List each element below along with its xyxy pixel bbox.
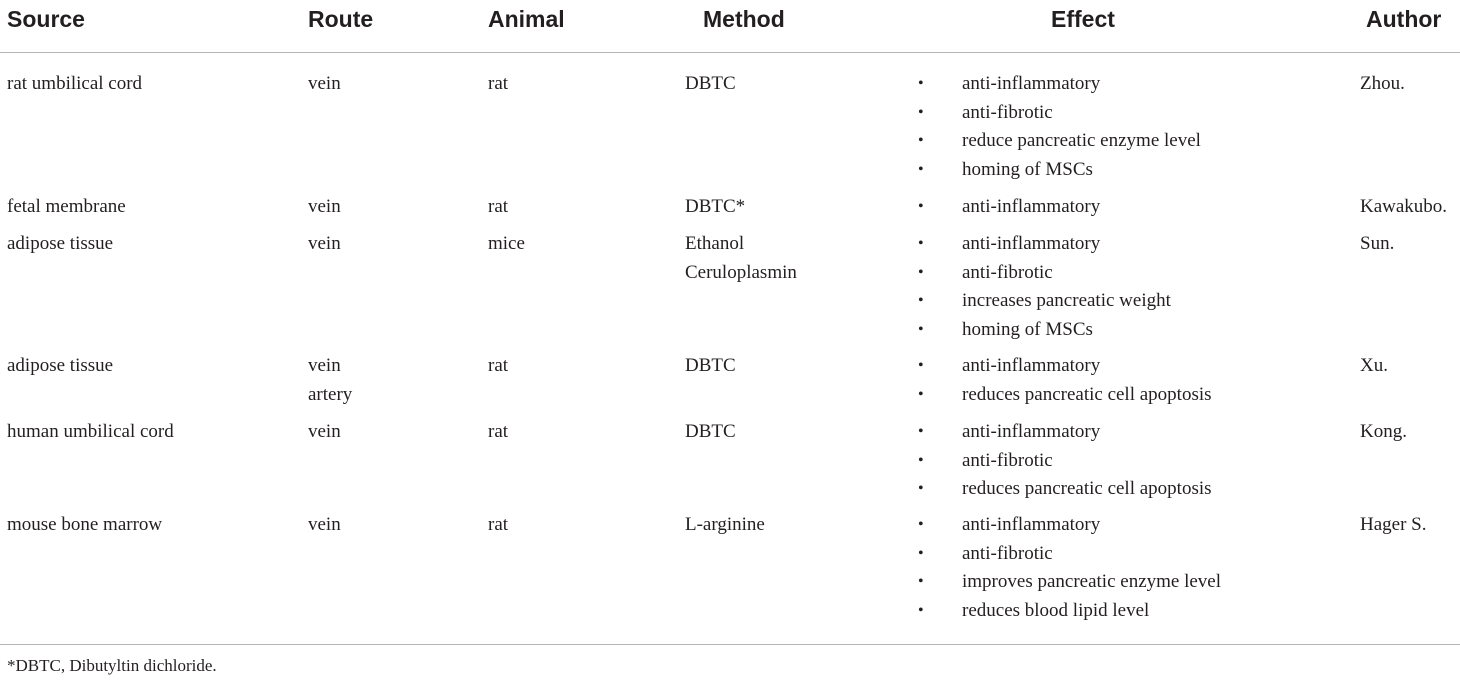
route-cell-line: vein <box>308 73 341 94</box>
route-cell-line: vein <box>308 233 341 254</box>
effect-item: anti-inflammatory <box>962 233 1101 254</box>
animal-cell: rat <box>488 421 509 442</box>
author-cell: Xu. <box>1360 355 1388 376</box>
bullet-icon: • <box>918 601 924 619</box>
route-cell-line: vein <box>308 355 341 376</box>
effect-item: anti-inflammatory <box>962 196 1101 217</box>
source-cell: adipose tissue <box>7 233 114 254</box>
header-author: Author <box>1366 6 1442 32</box>
method-cell-line: DBTC <box>685 421 736 442</box>
effect-item: increases pancreatic weight <box>962 290 1171 311</box>
header-route: Route <box>308 6 374 32</box>
route-cell <box>308 352 352 409</box>
effect-item: homing of MSCs <box>962 158 1093 180</box>
method-cell <box>685 418 736 447</box>
effect-item: anti-inflammatory <box>962 355 1101 376</box>
bullet-icon: • <box>918 103 924 121</box>
effect-item: anti-inflammatory <box>962 421 1101 442</box>
route-cell-line: vein <box>308 196 341 217</box>
route-cell-line: vein <box>308 514 341 535</box>
bullet-icon: • <box>918 292 924 309</box>
header-source: Source <box>7 6 85 32</box>
table-footnote: *DBTC, Dibutyltin dichloride. <box>7 656 217 675</box>
effect-item: anti-fibrotic <box>962 542 1053 564</box>
route-cell <box>308 418 341 447</box>
bullet-icon: • <box>918 198 924 215</box>
effect-item: reduces pancreatic cell apoptosis <box>962 478 1212 499</box>
source-cell: mouse bone marrow <box>7 514 163 535</box>
source-cell: rat umbilical cord <box>7 73 143 94</box>
bullet-icon: • <box>918 320 924 338</box>
bullet-icon: • <box>918 235 924 252</box>
effect-item: anti-fibrotic <box>962 261 1053 283</box>
method-cell-line: DBTC <box>685 355 736 376</box>
bullet-icon: • <box>918 357 924 374</box>
route-cell <box>308 511 341 540</box>
bullet-icon: • <box>918 75 924 92</box>
author-cell: Zhou. <box>1360 73 1405 94</box>
effect-item: anti-inflammatory <box>962 514 1101 535</box>
bullet-icon: • <box>918 544 924 562</box>
method-cell <box>685 70 736 99</box>
bullet-icon: • <box>918 451 924 469</box>
method-cell-line: L-arginine <box>685 514 765 535</box>
header-method: Method <box>703 6 785 32</box>
bullet-icon: • <box>918 263 924 281</box>
method-cell-line: DBTC <box>685 73 736 94</box>
author-cell: Hager S. <box>1360 514 1427 535</box>
effect-item: anti-inflammatory <box>962 73 1101 94</box>
effect-item: improves pancreatic enzyme level <box>962 571 1222 592</box>
effect-item: reduces blood lipid level <box>962 599 1150 621</box>
animal-cell: mice <box>488 233 525 254</box>
table-bottom-rule <box>0 644 1460 645</box>
route-cell-line: vein <box>308 421 341 442</box>
author-cell: Kong. <box>1360 421 1407 442</box>
animal-cell: rat <box>488 355 509 376</box>
effect-item: homing of MSCs <box>962 318 1093 340</box>
method-cell <box>685 511 765 540</box>
source-cell: adipose tissue <box>7 355 114 376</box>
method-cell-line: Ethanol <box>685 233 745 254</box>
header-animal: Animal <box>488 6 565 32</box>
animal-cell: rat <box>488 73 509 94</box>
header-rule <box>0 52 1460 53</box>
effect-item: anti-fibrotic <box>962 449 1053 471</box>
source-cell: fetal membrane <box>7 196 126 217</box>
animal-cell: rat <box>488 196 509 217</box>
method-cell-line: Ceruloplasmin <box>685 261 797 283</box>
author-cell: Sun. <box>1360 233 1395 254</box>
bullet-icon: • <box>918 516 924 533</box>
table-header <box>0 0 1460 52</box>
author-cell: Kawakubo. <box>1360 196 1448 217</box>
effect-item: anti-fibrotic <box>962 101 1053 123</box>
bullet-icon: • <box>918 385 924 403</box>
bullet-icon: • <box>918 160 924 178</box>
route-cell <box>308 193 341 222</box>
header-effect: Effect <box>1051 6 1115 32</box>
method-cell <box>685 193 745 222</box>
method-cell <box>685 230 797 287</box>
method-cell <box>685 352 736 381</box>
bullet-icon: • <box>918 480 924 497</box>
bullet-icon: • <box>918 573 924 590</box>
animal-cell: rat <box>488 514 509 535</box>
route-cell-line: artery <box>308 383 353 405</box>
method-cell-line: DBTC* <box>685 196 746 217</box>
route-cell <box>308 70 341 99</box>
effect-item: reduces pancreatic cell apoptosis <box>962 383 1212 405</box>
bullet-icon: • <box>918 132 924 149</box>
source-cell: human umbilical cord <box>7 421 174 442</box>
bullet-icon: • <box>918 423 924 440</box>
effect-item: reduce pancreatic enzyme level <box>962 130 1201 151</box>
route-cell <box>308 230 341 259</box>
